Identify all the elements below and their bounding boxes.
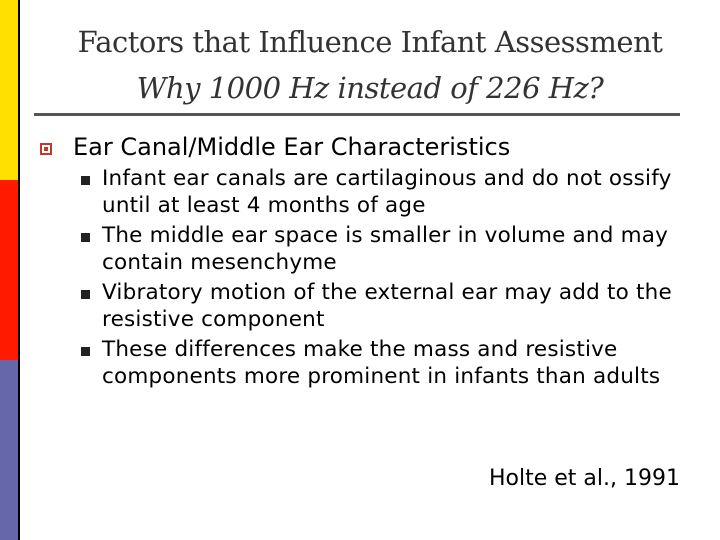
sub-bullet-item: [80, 337, 700, 390]
filled-square-bullet-icon: [81, 233, 90, 242]
sub-bullet-item: [80, 280, 700, 333]
sub-bullet-text: These differences make the mass and resistive components more prominent in infants than adults: [102, 337, 661, 389]
sub-bullet-item: [80, 223, 700, 276]
filled-square-bullet-icon: [81, 290, 90, 299]
sub-bullet-list: [80, 166, 700, 394]
filled-square-bullet-icon: [81, 347, 90, 356]
sub-bullet-item: [80, 166, 700, 219]
title-underline: [34, 113, 680, 116]
left-bar-red-segment: [0, 180, 18, 360]
sub-bullet-text: The middle ear space is smaller in volume and may contain mesenchyme: [102, 223, 669, 275]
sub-bullet-text: Vibratory motion of the external ear may add to the resistive component: [102, 280, 672, 332]
filled-square-bullet-icon: [81, 176, 90, 185]
slide-subtitle: Why 1000 Hz instead of 226 Hz?: [136, 71, 604, 105]
hollow-square-bullet-icon: [40, 143, 52, 155]
left-color-bar: [0, 0, 18, 540]
slide-title: Factors that Influence Infant Assessment: [77, 25, 663, 59]
left-bar-yellow-segment: [0, 0, 18, 180]
citation: Holte et al., 1991: [489, 466, 680, 491]
sub-bullet-text: Infant ear canals are cartilaginous and do not ossify until at least 4 months of age: [102, 166, 672, 218]
main-bullet-text: Ear Canal/Middle Ear Characteristics: [73, 133, 511, 161]
left-bar-purple-segment: [0, 360, 18, 540]
